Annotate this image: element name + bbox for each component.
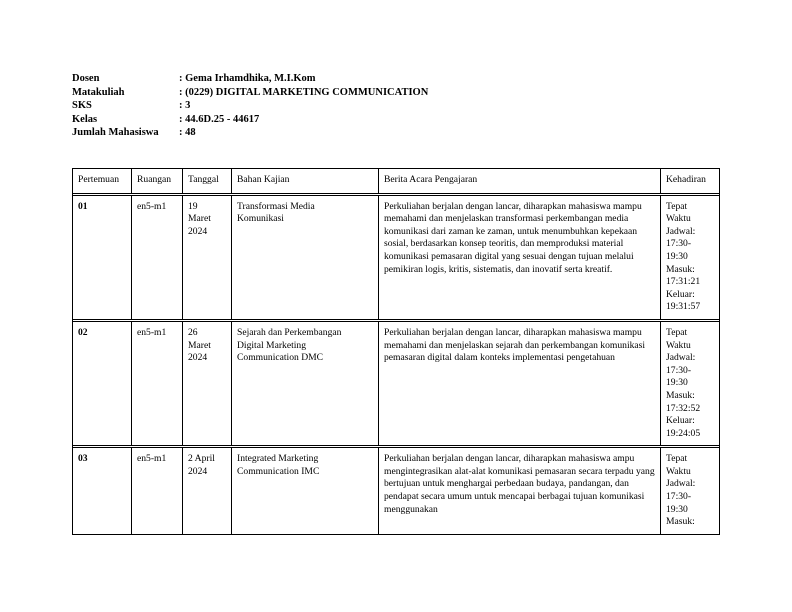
table-row: [73, 195, 720, 319]
kehadiran-line: Tepat: [666, 200, 688, 212]
kehadiran-line: Masuk:: [666, 263, 695, 275]
tanggal-line: 2024: [188, 225, 208, 237]
cell-tanggal: [183, 321, 232, 445]
kehadiran-line: 19:31:57: [666, 301, 701, 313]
kehadiran-line: Tepat: [666, 326, 688, 338]
cell-pertemuan: 02: [73, 321, 132, 445]
kehadiran-line: Jadwal:: [666, 352, 696, 364]
cell-ruangan: en5-m1: [132, 448, 183, 535]
header-tanggal: Tanggal: [183, 169, 232, 194]
cell-bahan-kajian: [232, 321, 379, 445]
tanggal-line: 19: [188, 200, 198, 212]
table-row: [73, 448, 720, 535]
kehadiran-line: Jadwal:: [666, 225, 696, 237]
course-info-row: [72, 86, 428, 100]
tanggal-line: 2024: [188, 465, 208, 477]
course-info-value: : 3: [179, 100, 191, 112]
course-info-label: Dosen: [72, 73, 100, 84]
kehadiran-line: Keluar:: [666, 288, 695, 300]
course-info: [72, 72, 428, 140]
bahan-line: Sejarah dan Perkembangan: [237, 326, 342, 338]
course-info-row: [72, 99, 428, 113]
bahan-line: Digital Marketing: [237, 339, 307, 351]
header-berita-acara: Berita Acara Pengajaran: [379, 169, 661, 194]
kehadiran-line: 17:31:21: [666, 276, 701, 288]
bahan-line: Communication IMC: [237, 465, 320, 477]
tanggal-line: 26: [188, 326, 198, 338]
kehadiran-line: Waktu: [666, 465, 691, 477]
cell-berita-acara: Perkuliahan berjalan dengan lancar, diharapkan mahasiswa mampu memahami dan menjelaskan sejarah dan perkembangan komunikasi pemasaran digital dalam konteks implementasi pengetahuan: [379, 321, 661, 445]
header-bahan-kajian: Bahan Kajian: [232, 169, 379, 194]
cell-ruangan: en5-m1: [132, 321, 183, 445]
cell-kehadiran: [661, 195, 720, 319]
cell-pertemuan: 03: [73, 448, 132, 535]
header-ruangan: Ruangan: [132, 169, 183, 194]
tanggal-line: 2024: [188, 352, 208, 364]
cell-kehadiran: [661, 321, 720, 445]
course-info-label: SKS: [72, 100, 92, 112]
kehadiran-line: Tepat: [666, 453, 688, 465]
tanggal-line: 2 April: [188, 453, 215, 465]
kehadiran-line: Waktu: [666, 213, 691, 225]
course-info-label: Matakuliah: [72, 86, 125, 98]
kehadiran-line: Masuk:: [666, 516, 695, 528]
tanggal-line: Maret: [188, 339, 211, 351]
course-info-row: [72, 72, 428, 86]
bahan-line: Komunikasi: [237, 213, 284, 225]
course-info-row: [72, 113, 428, 127]
cell-pertemuan: 01: [73, 195, 132, 319]
tanggal-line: Maret: [188, 213, 211, 225]
cell-kehadiran: [661, 448, 720, 535]
header-kehadiran: Kehadiran: [661, 169, 720, 194]
course-info-value: : (0229) DIGITAL MARKETING COMMUNICATION: [179, 86, 429, 98]
course-info-value: : 44.6D.25 - 44617: [179, 113, 260, 125]
kehadiran-line: 19:24:05: [666, 427, 701, 439]
cell-berita-acara: Perkuliahan berjalan dengan lancar, diharapkan mahasiswa mampu memahami dan menjelaskan transformasi perkembangan media komunikasi dari zaman ke zaman, untuk menumbuhkan kepekaan sosial, berdasarkan konsep teoritis, dan memproduksi material komunikasi pemasaran digital yang sesuai dengan tujuan melalui pemikiran logis, kritis, sistematis, dan inovatif serta kreatif.: [379, 195, 661, 319]
bahan-line: Integrated Marketing: [237, 453, 319, 465]
kehadiran-line: 19:30: [666, 250, 688, 262]
kehadiran-line: 19:30: [666, 377, 688, 389]
course-info-row: [72, 126, 428, 140]
cell-bahan-kajian: [232, 195, 379, 319]
course-info-value: : 48: [179, 127, 196, 139]
teaching-report-table: [72, 168, 720, 535]
kehadiran-line: Jadwal:: [666, 478, 696, 490]
kehadiran-line: 17:32:52: [666, 402, 701, 414]
table-header-row: [73, 169, 720, 194]
cell-ruangan: en5-m1: [132, 195, 183, 319]
kehadiran-line: 17:30-: [666, 238, 692, 250]
course-info-label: Jumlah Mahasiswa: [72, 127, 159, 139]
kehadiran-line: Waktu: [666, 339, 691, 351]
cell-bahan-kajian: [232, 448, 379, 535]
kehadiran-line: 17:30-: [666, 364, 692, 376]
table-row: [73, 321, 720, 445]
cell-tanggal: [183, 195, 232, 319]
kehadiran-line: Masuk:: [666, 389, 695, 401]
bahan-line: Communication DMC: [237, 352, 324, 364]
kehadiran-line: 17:30-: [666, 491, 692, 503]
course-info-label: Kelas: [72, 113, 98, 125]
cell-tanggal: [183, 448, 232, 535]
course-info-value: : Gema Irhamdhika, M.I.Kom: [179, 73, 316, 84]
kehadiran-line: 19:30: [666, 503, 688, 515]
bahan-line: Transformasi Media: [237, 200, 315, 212]
kehadiran-line: Keluar:: [666, 415, 695, 427]
cell-berita-acara: Perkuliahan berjalan dengan lancar, diharapkan mahasiswa ampu mengintegrasikan alat-alat komunikasi pemasaran secara terpadu yang bertujuan untuk menghargai perbedaan budaya, pandangan, dan pendapat secara umum untuk mencapai berbagai tujuan komunikasi menggunakan: [379, 448, 661, 535]
header-pertemuan: Pertemuan: [73, 169, 132, 194]
